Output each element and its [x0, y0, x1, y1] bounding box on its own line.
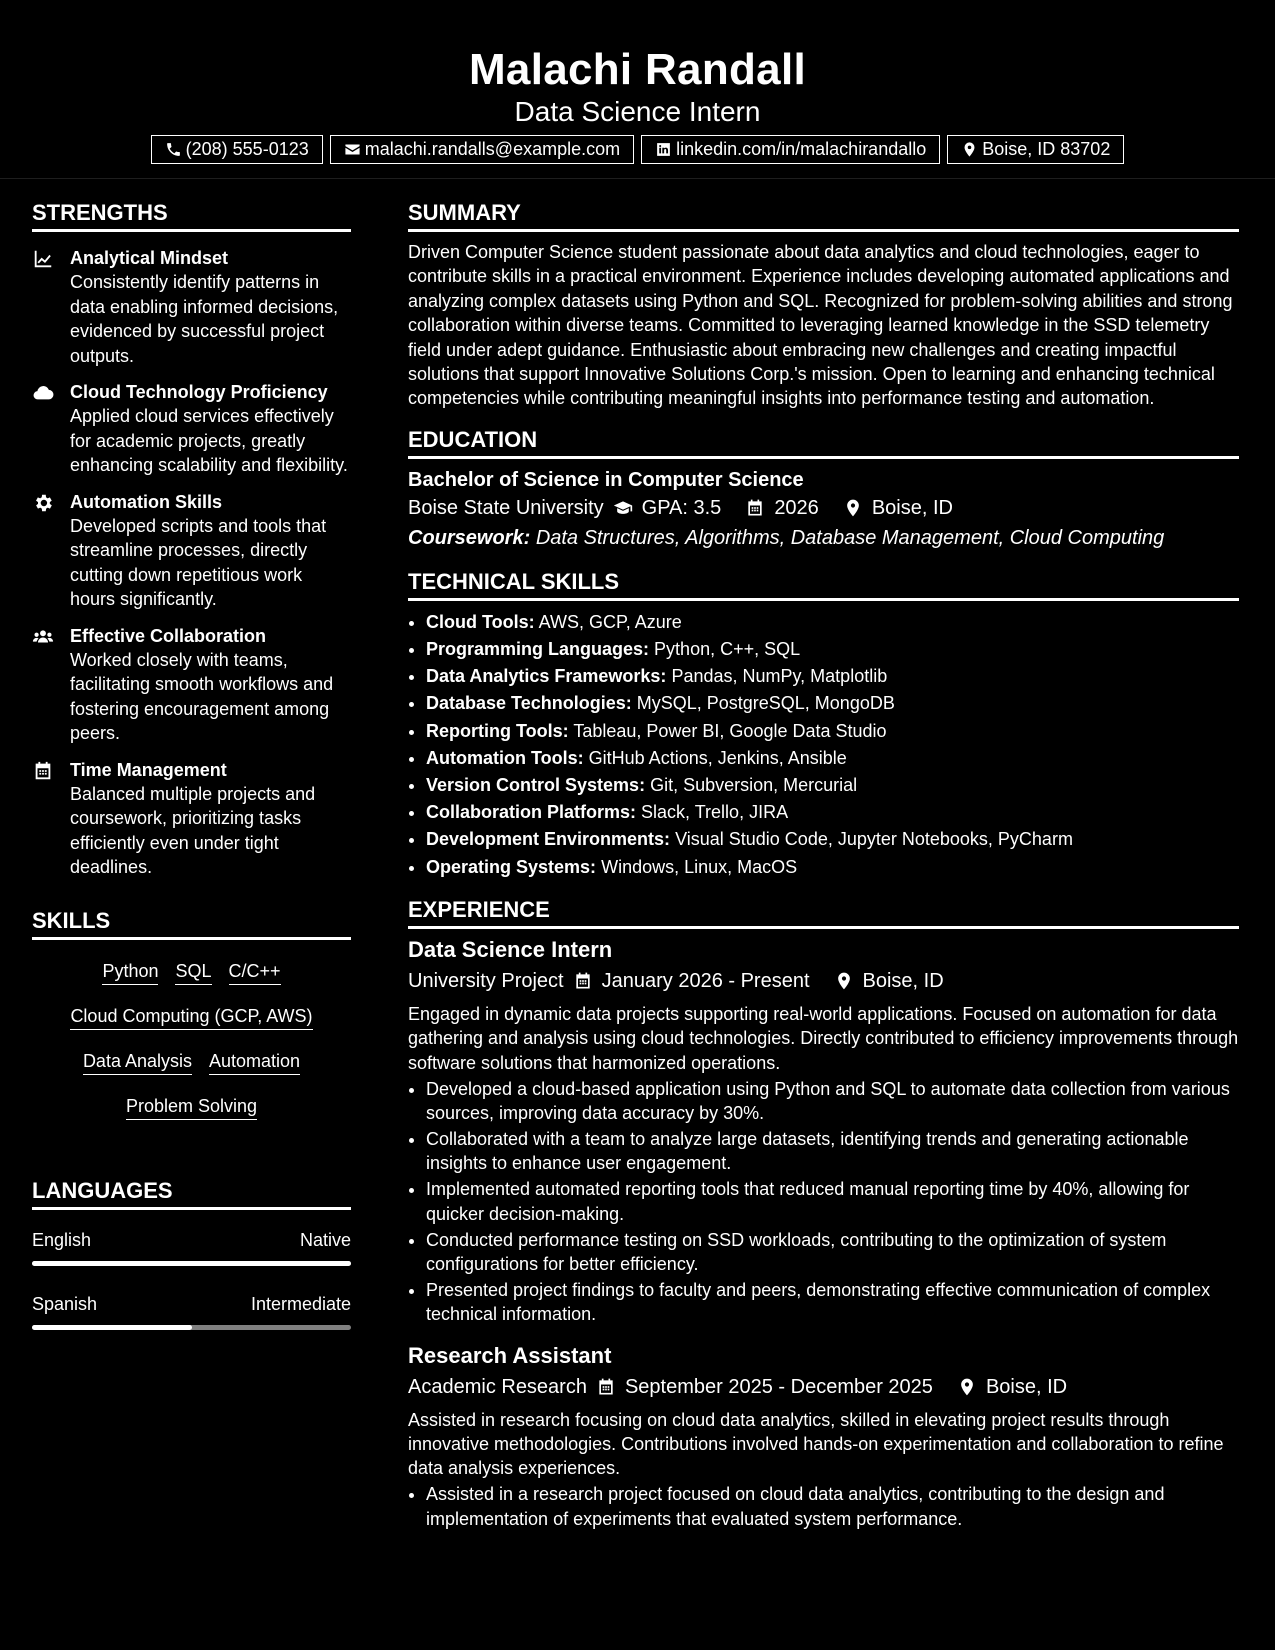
skills-section — [32, 906, 351, 1130]
job-organization: University Project — [408, 969, 564, 992]
education-meta — [408, 493, 1239, 523]
candidate-name: Malachi Randall — [468, 45, 807, 94]
strength-item — [32, 246, 351, 368]
list-item — [426, 609, 1239, 636]
skill-label: Database Technologies: — [426, 693, 632, 714]
coursework-list: Data Structures, Algorithms, Database Management, Cloud Computing — [535, 526, 1165, 549]
contact-email[interactable] — [330, 135, 634, 164]
skill-value: GitHub Actions, Jenkins, Ansible — [588, 747, 847, 768]
strength-title: Effective Collaboration — [70, 625, 267, 646]
job-location: Boise, ID — [985, 1375, 1068, 1398]
calendar-icon — [745, 498, 765, 518]
strength-item — [32, 380, 351, 478]
job-summary: Assisted in research focusing on cloud data analytics, skilled in elevating project results through innovative methodologies. Contributions involved hands-on experimentation and collaboration to refine data analysis experiences. — [408, 1409, 1224, 1479]
list-item: • Conducted performance testing on SSD workloads, contributing to the optimization of system configurations for better efficiency. — [426, 1228, 1239, 1277]
contact-location[interactable] — [947, 135, 1124, 164]
calendar-icon — [573, 971, 593, 991]
strengths-section — [32, 198, 351, 880]
language-proficiency-fill — [32, 1261, 351, 1266]
users-icon — [32, 626, 54, 648]
right-column — [408, 198, 1239, 1531]
linkedin-icon — [655, 141, 672, 158]
location-text: Boise, ID 83702 — [982, 139, 1111, 159]
language-proficiency-fill — [32, 1325, 192, 1330]
email-text: malachi.randalls@example.com — [364, 139, 621, 159]
line-chart-icon — [32, 248, 54, 270]
language-level: Native — [299, 1229, 351, 1250]
map-pin-icon — [957, 1377, 977, 1397]
list-item — [426, 690, 1239, 717]
job-dates: January 2026 - Present — [601, 969, 810, 992]
list-item — [426, 663, 1239, 690]
school-name: Boise State University — [408, 496, 604, 519]
list-item: • Collaborated with a team to analyze large datasets, identifying trends and generating actionable insights to enhance user engagement. — [426, 1127, 1239, 1176]
strength-title: Cloud Technology Proficiency — [70, 382, 328, 402]
skill-value: Pandas, NumPy, Matplotlib — [671, 666, 888, 687]
degree-title: Bachelor of Science in Computer Science — [408, 468, 804, 491]
education-heading: EDUCATION — [408, 425, 1239, 459]
skill-label: Version Control Systems: — [426, 775, 646, 796]
skill-tag: Python — [102, 960, 158, 985]
job-summary: Engaged in dynamic data projects supporting real-world applications. Focused on automation for data gathering and analysis using cloud technologies. Directly contributed to efficiency improvements through software solutions that harmonized operations. — [408, 1003, 1239, 1073]
list-item: • Presented project findings to faculty and peers, demonstrating effective communication of complex technical information. — [426, 1278, 1239, 1327]
list-item — [426, 799, 1239, 826]
job-title: Research Assistant — [408, 1342, 612, 1368]
strength-title: Analytical Mindset — [70, 248, 229, 268]
skill-label: Programming Languages: — [426, 639, 650, 660]
calendar-icon — [596, 1377, 616, 1397]
school-location: Boise, ID — [871, 496, 953, 519]
technical-skills-section — [408, 567, 1239, 881]
summary-heading: SUMMARY — [408, 198, 1239, 232]
languages-heading: LANGUAGES — [32, 1176, 351, 1210]
strength-title: Time Management — [70, 759, 227, 780]
language-name: English — [32, 1229, 92, 1250]
strengths-heading: STRENGTHS — [32, 198, 351, 232]
skills-heading: SKILLS — [32, 906, 351, 940]
strength-description: Applied cloud services effectively for academic projects, greatly enhancing scalability and flexibility. — [70, 406, 348, 475]
list-item: • Implemented automated reporting tools that reduced manual reporting time by 40%, allowing for quicker decision-making. — [426, 1177, 1239, 1226]
experience-section — [408, 895, 1239, 1531]
phone-icon — [165, 141, 182, 158]
job-dates: September 2025 - December 2025 — [624, 1375, 933, 1398]
skill-tag: C/C++ — [229, 960, 281, 985]
skill-label: Cloud Tools: — [426, 611, 535, 632]
phone-text: (208) 555-0123 — [185, 139, 309, 159]
job-location: Boise, ID — [862, 969, 944, 992]
skill-label: Reporting Tools: — [426, 720, 569, 741]
linkedin-text: linkedin.com/in/malachirandallo — [676, 139, 927, 159]
skill-label: Automation Tools: — [426, 747, 584, 768]
skill-tag: Problem Solving — [126, 1095, 257, 1120]
graduation-cap-icon — [613, 498, 633, 518]
skill-tag: Data Analysis — [83, 1050, 192, 1075]
job-organization: Academic Research — [408, 1375, 587, 1398]
job-entry — [408, 935, 1239, 1327]
skill-value: AWS, GCP, Azure — [538, 611, 682, 632]
resume-header — [0, 0, 1275, 179]
strength-title: Automation Skills — [70, 491, 223, 512]
strength-description: Consistently identify patterns in data enabling informed decisions, evidenced by successful project outputs. — [70, 272, 339, 366]
left-column — [32, 198, 351, 1330]
skill-value: Visual Studio Code, Jupyter Notebooks, PyCharm — [675, 829, 1073, 850]
cloud-icon — [32, 382, 54, 404]
job-entry — [408, 1341, 1239, 1532]
skill-value: MySQL, PostgreSQL, MongoDB — [636, 693, 895, 714]
skill-value: Git, Subversion, Mercurial — [650, 775, 858, 796]
map-pin-icon — [834, 971, 854, 991]
strength-description: Balanced multiple projects and coursework, prioritizing tasks efficiently even under tight deadlines. — [70, 783, 316, 877]
strength-item — [32, 624, 351, 746]
gear-icon — [32, 492, 54, 514]
skill-label: Operating Systems: — [426, 856, 597, 877]
coursework-label: Coursework: — [408, 526, 531, 549]
list-item — [426, 826, 1239, 853]
skill-value: Python, C++, SQL — [654, 639, 801, 660]
job-bullets — [408, 1482, 1239, 1531]
map-pin-icon — [843, 498, 863, 518]
strength-description: Developed scripts and tools that streamline processes, directly cutting down repetitious work hours significantly. — [70, 515, 327, 609]
list-item: • Assisted in a research project focused on cloud data analytics, contributing to the design and implementation of experiments that evaluated system performance. — [426, 1482, 1239, 1531]
job-meta — [408, 1372, 1239, 1402]
list-item — [426, 745, 1239, 772]
envelope-icon — [344, 141, 361, 158]
skill-tag: Cloud Computing (GCP, AWS) — [70, 1005, 312, 1030]
strength-description: Worked closely with teams, facilitating smooth workflows and fostering encouragement among peers. — [70, 649, 334, 743]
skills-list — [32, 940, 351, 1130]
language-item — [32, 1228, 351, 1266]
skill-value: Windows, Linux, MacOS — [601, 856, 798, 877]
language-level: Intermediate — [250, 1293, 351, 1314]
skill-label: Data Analytics Frameworks: — [426, 666, 667, 687]
list-item — [426, 636, 1239, 663]
technical-skills-heading: TECHNICAL SKILLS — [408, 567, 1239, 601]
summary-text: Driven Computer Science student passionate about data analytics and cloud technologies, eager to contribute skills in a practical environment. Experience includes developing automated applications and analyzing complex datasets using Python and SQL. Recognized for problem-solving abilities and strong collaboration within diverse teams. Committed to leveraging learned knowledge in the SSD telemetry field under adept guidance. Enthusiastic about embracing new challenges and creating impactful solutions that support Innovative Solutions Corp.'s mission. Open to learning and enhancing technical competencies while contributing meaningful insights into performance testing and automation. — [408, 242, 1233, 409]
language-item — [32, 1292, 351, 1330]
contact-phone[interactable] — [151, 135, 323, 164]
skill-label: Development Environments: — [426, 829, 671, 850]
skill-tag: SQL — [175, 960, 211, 985]
language-proficiency-bar — [32, 1261, 351, 1266]
education-section — [408, 425, 1239, 553]
job-bullets — [408, 1077, 1239, 1327]
list-item — [426, 854, 1239, 881]
summary-section — [408, 198, 1239, 411]
language-proficiency-bar — [32, 1325, 351, 1330]
contact-bar — [0, 135, 1275, 164]
skill-value: Slack, Trello, JIRA — [641, 802, 789, 823]
map-pin-icon — [961, 141, 978, 158]
skill-label: Collaboration Platforms: — [426, 802, 637, 823]
languages-section — [32, 1176, 351, 1330]
job-meta — [408, 966, 1239, 996]
strength-item — [32, 758, 351, 880]
skill-value: Tableau, Power BI, Google Data Studio — [573, 720, 887, 741]
language-name: Spanish — [32, 1293, 98, 1314]
graduation-year: 2026 — [774, 496, 819, 519]
candidate-title: Data Science Intern — [514, 96, 761, 127]
experience-heading: EXPERIENCE — [408, 895, 1239, 929]
list-item: • Developed a cloud-based application using Python and SQL to automate data collection from various sources, improving data accuracy by 30%. — [426, 1077, 1239, 1126]
list-item — [426, 772, 1239, 799]
calendar-icon — [32, 760, 54, 782]
gpa: GPA: 3.5 — [641, 496, 722, 519]
contact-linkedin[interactable] — [641, 135, 940, 164]
strength-item — [32, 490, 351, 612]
list-item — [426, 718, 1239, 745]
job-title: Data Science Intern — [408, 936, 613, 962]
technical-skills-list — [408, 609, 1239, 881]
skill-tag: Automation — [209, 1050, 300, 1075]
coursework — [408, 523, 1239, 553]
